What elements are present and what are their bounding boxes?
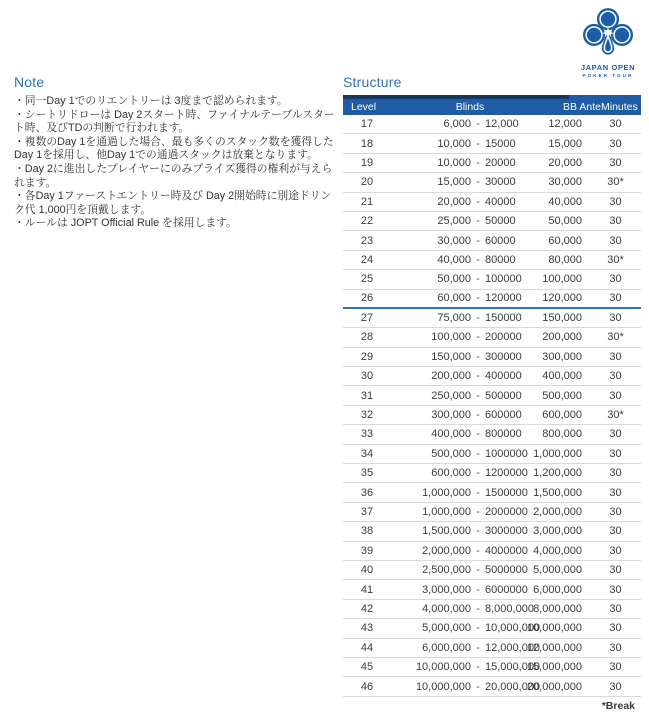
cell-small-blind: 60,000 <box>437 292 471 305</box>
cell-bb-ante: 50,000 <box>548 215 582 228</box>
cell-level: 27 <box>360 312 374 325</box>
blinds-separator: - <box>476 118 480 131</box>
blinds-separator: - <box>476 602 480 615</box>
cell-level: 37 <box>360 506 374 518</box>
table-row <box>343 115 641 134</box>
cell-minutes: 30 <box>609 156 622 169</box>
note-item: ・各Day 1ファーストエントリー時及び Day 2開始時に別途ドリンク代 1,000円を頂戴します。 <box>14 190 332 216</box>
column-header-bb-ante: BB Ante <box>563 100 601 113</box>
blinds-separator: - <box>476 273 480 286</box>
cell-minutes: 30 <box>609 641 622 654</box>
cell-minutes: 30 <box>609 370 622 383</box>
cell-level: 38 <box>360 525 374 538</box>
break-footnote: *Break <box>601 699 635 712</box>
table-row <box>343 231 641 250</box>
table-row <box>343 193 641 212</box>
blinds-separator: - <box>476 350 480 363</box>
cell-minutes: 30 <box>609 137 622 150</box>
blinds-separator: - <box>476 176 480 189</box>
cell-minutes: 30 <box>609 273 622 286</box>
table-row <box>343 328 641 347</box>
blinds-separator: - <box>476 389 480 402</box>
cell-bb-ante: 200,000 <box>542 331 582 344</box>
cell-big-blind: 15000 <box>485 137 516 150</box>
cell-level: 41 <box>360 583 374 596</box>
cell-small-blind: 10,000 <box>437 137 471 150</box>
table-row <box>343 386 641 405</box>
table-row <box>343 619 641 638</box>
cell-big-blind: 1500000 <box>485 486 528 499</box>
cell-level: 17 <box>360 118 374 131</box>
jopt-logo <box>575 6 641 78</box>
blinds-separator: - <box>476 661 480 674</box>
cell-big-blind: 300000 <box>485 350 522 363</box>
cell-big-blind: 60000 <box>485 234 516 247</box>
table-row <box>343 425 641 444</box>
cell-small-blind: 6,000 <box>443 118 471 131</box>
cell-level: 33 <box>360 428 374 441</box>
cell-minutes: 30 <box>609 486 622 499</box>
cell-small-blind: 2,000,000 <box>422 544 471 557</box>
cell-minutes: 30 <box>609 215 622 228</box>
cell-minutes: 30 <box>609 350 622 363</box>
table-row <box>343 522 641 541</box>
note-item: ・複数のDay 1を通過した場合、最も多くのスタック数を獲得した Day 1を採用し、他Day 1での通過スタックは放棄となります。 <box>14 135 334 162</box>
table-row <box>343 309 641 328</box>
structure-section <box>343 74 641 712</box>
column-header-blinds: Blinds <box>455 100 485 113</box>
table-row <box>343 600 641 619</box>
cell-small-blind: 40,000 <box>437 253 471 266</box>
cell-minutes: 30 <box>609 680 622 693</box>
blinds-separator: - <box>476 564 480 577</box>
cell-big-blind: 600000 <box>485 409 522 422</box>
cell-bb-ante: 6,000,000 <box>533 583 582 596</box>
blinds-separator: - <box>476 506 480 518</box>
cell-small-blind: 6,000,000 <box>422 641 471 654</box>
cell-small-blind: 10,000,000 <box>415 661 471 674</box>
blinds-separator: - <box>476 544 480 557</box>
note-title: Note <box>14 74 45 90</box>
cell-bb-ante: 150,000 <box>542 312 582 325</box>
note-item: ・Day 2に進出したプレイヤーにのみプライズ獲得の権利が与えられます。 <box>14 162 333 189</box>
cell-big-blind: 50000 <box>485 215 516 228</box>
cell-bb-ante: 100,000 <box>542 273 582 286</box>
table-row <box>343 154 641 173</box>
table-row <box>343 580 641 599</box>
cell-small-blind: 30,000 <box>437 234 471 247</box>
table-row <box>343 542 641 561</box>
cell-bb-ante: 2,000,000 <box>533 506 582 518</box>
logo-title: JAPAN OPEN <box>580 63 636 72</box>
cell-level: 22 <box>360 215 374 228</box>
cell-big-blind: 12,000,000 <box>485 641 541 654</box>
cell-small-blind: 1,000,000 <box>422 486 471 499</box>
blinds-separator: - <box>476 370 480 383</box>
blinds-separator: - <box>476 292 480 305</box>
logo-subtitle: POKER TOUR <box>582 73 634 78</box>
table-row <box>343 503 641 522</box>
table-row <box>343 367 641 386</box>
blinds-separator: - <box>476 467 480 480</box>
cell-level: 19 <box>360 156 374 169</box>
cell-small-blind: 20,000 <box>437 195 471 208</box>
cell-big-blind: 40000 <box>485 195 516 208</box>
cell-minutes: 30* <box>607 409 624 422</box>
cell-bb-ante: 20,000,000 <box>526 680 582 693</box>
cell-big-blind: 15,000,000 <box>485 661 541 674</box>
blinds-separator: - <box>476 253 480 266</box>
cell-bb-ante: 15,000 <box>548 137 582 150</box>
cell-big-blind: 120000 <box>485 292 522 305</box>
cell-small-blind: 5,000,000 <box>422 622 471 635</box>
cell-level: 24 <box>360 253 374 266</box>
cell-level: 34 <box>360 447 374 460</box>
club-icon <box>581 6 635 62</box>
cell-big-blind: 150000 <box>485 312 522 325</box>
table-row <box>343 134 641 153</box>
cell-small-blind: 75,000 <box>437 312 471 325</box>
cell-bb-ante: 40,000 <box>548 195 582 208</box>
cell-minutes: 30 <box>609 428 622 441</box>
cell-big-blind: 30000 <box>485 176 516 189</box>
note-item: ・ルールは JOPT Official Rule を採用します。 <box>14 217 237 230</box>
table-row <box>343 173 641 192</box>
cell-bb-ante: 500,000 <box>542 389 582 402</box>
cell-minutes: 30 <box>609 234 622 247</box>
cell-small-blind: 50,000 <box>437 273 471 286</box>
table-row <box>343 445 641 464</box>
cell-bb-ante: 1,500,000 <box>533 486 582 499</box>
cell-small-blind: 1,500,000 <box>422 525 471 538</box>
cell-minutes: 30 <box>609 564 622 577</box>
cell-small-blind: 150,000 <box>431 350 471 363</box>
cell-level: 29 <box>360 350 374 363</box>
cell-level: 30 <box>360 370 374 383</box>
cell-bb-ante: 12,000,000 <box>526 641 582 654</box>
cell-minutes: 30 <box>609 602 622 615</box>
cell-bb-ante: 12,000 <box>548 118 582 131</box>
blinds-separator: - <box>476 622 480 635</box>
cell-big-blind: 800000 <box>485 428 522 441</box>
cell-level: 32 <box>360 409 374 422</box>
cell-big-blind: 1000000 <box>485 447 528 460</box>
cell-big-blind: 5000000 <box>485 564 528 577</box>
structure-title: Structure <box>343 74 402 90</box>
table-body <box>343 115 641 697</box>
cell-level: 31 <box>360 389 374 402</box>
cell-bb-ante: 800,000 <box>542 428 582 441</box>
cell-minutes: 30 <box>609 583 622 596</box>
cell-minutes: 30 <box>609 525 622 538</box>
cell-small-blind: 200,000 <box>431 370 471 383</box>
cell-minutes: 30 <box>609 544 622 557</box>
cell-minutes: 30* <box>607 176 624 189</box>
column-header-level: Level <box>351 100 377 113</box>
cell-big-blind: 12,000 <box>485 118 519 131</box>
cell-big-blind: 6000000 <box>485 583 528 596</box>
cell-level: 23 <box>360 234 374 247</box>
blinds-separator: - <box>476 583 480 596</box>
blinds-separator: - <box>476 680 480 693</box>
cell-bb-ante: 60,000 <box>548 234 582 247</box>
cell-big-blind: 1200000 <box>485 467 528 480</box>
cell-minutes: 30 <box>609 506 622 518</box>
cell-minutes: 30* <box>607 331 624 344</box>
cell-big-blind: 2000000 <box>485 506 528 518</box>
cell-level: 42 <box>360 602 374 615</box>
blinds-separator: - <box>476 215 480 228</box>
cell-small-blind: 300,000 <box>431 409 471 422</box>
cell-level: 36 <box>360 486 374 499</box>
table-row <box>343 561 641 580</box>
blinds-separator: - <box>476 409 480 422</box>
cell-small-blind: 600,000 <box>431 467 471 480</box>
cell-small-blind: 2,500,000 <box>422 564 471 577</box>
cell-small-blind: 400,000 <box>431 428 471 441</box>
table-row <box>343 270 641 289</box>
cell-bb-ante: 80,000 <box>548 253 582 266</box>
blinds-separator: - <box>476 195 480 208</box>
cell-bb-ante: 300,000 <box>542 350 582 363</box>
blinds-separator: - <box>476 331 480 344</box>
cell-level: 26 <box>360 292 374 305</box>
cell-minutes: 30 <box>609 312 622 325</box>
table-row <box>343 348 641 367</box>
cell-big-blind: 500000 <box>485 389 522 402</box>
cell-bb-ante: 4,000,000 <box>533 544 582 557</box>
blinds-separator: - <box>476 641 480 654</box>
cell-small-blind: 3,000,000 <box>422 583 471 596</box>
cell-big-blind: 80000 <box>485 253 516 266</box>
cell-bb-ante: 20,000 <box>548 156 582 169</box>
note-section <box>14 74 340 231</box>
cell-level: 43 <box>360 622 374 635</box>
cell-big-blind: 200000 <box>485 331 522 344</box>
cell-big-blind: 20,000,000 <box>485 680 541 693</box>
cell-minutes: 30 <box>609 118 622 131</box>
column-header-minutes: Minutes <box>601 100 638 113</box>
cell-level: 46 <box>360 680 374 693</box>
cell-minutes: 30 <box>609 292 622 305</box>
table-header-row <box>343 95 641 115</box>
table-row <box>343 251 641 270</box>
table-row <box>343 639 641 658</box>
table-row <box>343 406 641 425</box>
cell-big-blind: 4000000 <box>485 544 528 557</box>
blinds-separator: - <box>476 234 480 247</box>
cell-level: 18 <box>360 137 374 150</box>
cell-big-blind: 3000000 <box>485 525 528 538</box>
cell-big-blind: 8,000,000 <box>485 602 534 615</box>
cell-bb-ante: 1,000,000 <box>533 447 582 460</box>
cell-big-blind: 10,000,000 <box>485 622 541 635</box>
cell-minutes: 30 <box>609 467 622 480</box>
cell-bb-ante: 30,000 <box>548 176 582 189</box>
cell-bb-ante: 10,000,000 <box>526 622 582 635</box>
cell-bb-ante: 1,200,000 <box>533 467 582 480</box>
cell-small-blind: 100,000 <box>431 331 471 344</box>
blinds-separator: - <box>476 428 480 441</box>
cell-minutes: 30 <box>609 661 622 674</box>
table-row <box>343 212 641 231</box>
note-item: ・シートリドローは Day 2スタート時、ファイナルテーブルスタート時、及びTDの判断で行われます。 <box>14 108 335 135</box>
cell-level: 45 <box>360 661 374 674</box>
cell-bb-ante: 8,000,000 <box>533 602 582 615</box>
cell-big-blind: 20000 <box>485 156 516 169</box>
cell-level: 39 <box>360 544 374 557</box>
cell-bb-ante: 15,000,000 <box>526 661 582 674</box>
cell-level: 35 <box>360 467 374 480</box>
cell-small-blind: 250,000 <box>431 389 471 402</box>
cell-small-blind: 500,000 <box>431 447 471 460</box>
cell-bb-ante: 600,000 <box>542 409 582 422</box>
cell-bb-ante: 400,000 <box>542 370 582 383</box>
cell-big-blind: 100000 <box>485 273 522 286</box>
table-row <box>343 483 641 502</box>
cell-level: 40 <box>360 564 374 577</box>
blinds-separator: - <box>476 486 480 499</box>
cell-minutes: 30* <box>607 253 624 266</box>
cell-level: 25 <box>360 273 374 286</box>
cell-small-blind: 10,000,000 <box>415 680 471 693</box>
note-list <box>14 95 340 231</box>
cell-small-blind: 15,000 <box>437 176 471 189</box>
cell-level: 44 <box>360 641 374 654</box>
table-row <box>343 658 641 677</box>
cell-small-blind: 10,000 <box>437 156 471 169</box>
blinds-separator: - <box>476 312 480 325</box>
cell-bb-ante: 5,000,000 <box>533 564 582 577</box>
cell-minutes: 30 <box>609 389 622 402</box>
table-row <box>343 290 641 309</box>
table-row <box>343 464 641 483</box>
blinds-separator: - <box>476 156 480 169</box>
cell-level: 28 <box>360 331 374 344</box>
cell-minutes: 30 <box>609 447 622 460</box>
cell-minutes: 30 <box>609 195 622 208</box>
cell-small-blind: 4,000,000 <box>422 602 471 615</box>
cell-bb-ante: 3,000,000 <box>533 525 582 538</box>
cell-level: 21 <box>360 195 374 208</box>
cell-small-blind: 1,000,000 <box>422 506 471 518</box>
blinds-separator: - <box>476 447 480 460</box>
cell-minutes: 30 <box>609 622 622 635</box>
table-row <box>343 677 641 696</box>
cell-level: 20 <box>360 176 374 189</box>
cell-big-blind: 400000 <box>485 370 522 383</box>
cell-bb-ante: 120,000 <box>542 292 582 305</box>
cell-small-blind: 25,000 <box>437 215 471 228</box>
structure-table <box>343 95 641 697</box>
note-item: ・同一Day 1でのリエントリーは 3度まで認められます。 <box>14 95 288 107</box>
blinds-separator: - <box>476 525 480 538</box>
blinds-separator: - <box>476 137 480 150</box>
